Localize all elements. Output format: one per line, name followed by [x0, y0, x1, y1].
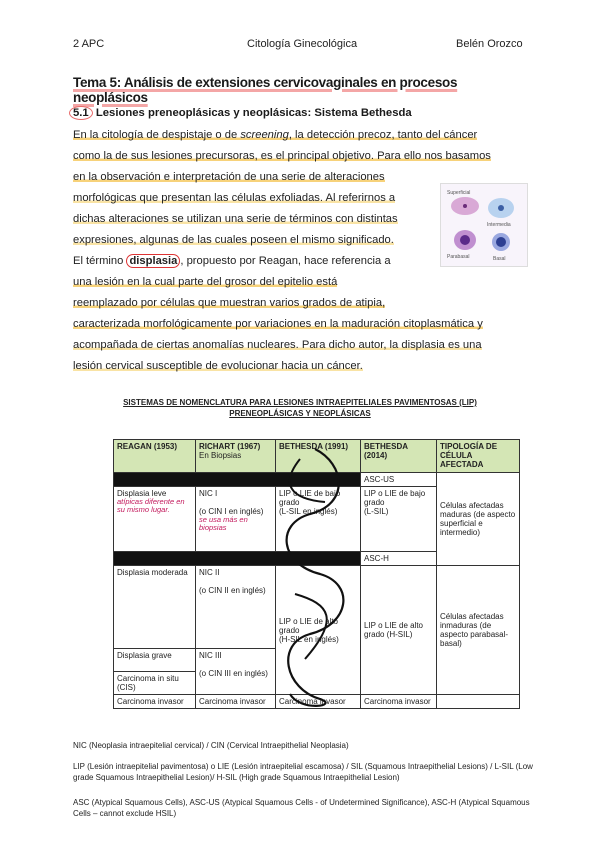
- line: una lesión en la cual parte del grosor del epitelio está: [73, 276, 338, 288]
- line: En la citología de despistaje o de screening, la detección precoz, tanto del cáncer: [73, 129, 478, 141]
- section-number: 5.1: [69, 106, 93, 120]
- table-caption: SISTEMAS DE NOMENCLATURA PARA LESIONES INTRAEPITELIALES PAVIMENTOSAS (LIP) PRENEOPLÁSICAS Y NEOPLÁSICAS: [123, 398, 477, 418]
- line: acompañada de ciertas anomalías nucleares. Para dicho autor, la displasia es una: [73, 339, 482, 351]
- line: en la observación e interpretación de una serie de alteraciones: [73, 171, 385, 183]
- header-author: Belén Orozco: [456, 38, 523, 50]
- handwritten-scribble: [270, 444, 360, 714]
- cell-figure: [440, 183, 528, 267]
- tipo-empty-cell: [437, 695, 520, 709]
- figure-label-basal: Basal: [493, 256, 506, 262]
- reagan-moderada-cell: Displasia moderada: [114, 566, 196, 649]
- figure-label-intermedia: Intermedia: [487, 222, 511, 228]
- page-title: Tema 5: Análisis de extensiones cervicovaginales en procesos neoplásicos: [73, 75, 458, 105]
- tipo-maduras-cell: Células afectadas maduras (de aspecto superficial e intermedio): [437, 473, 520, 566]
- col-tipologia: TIPOLOGÍA DE CÉLULA AFECTADA: [437, 440, 520, 473]
- line: morfológicas que presentan las células exfoliadas. Al referirnos a: [73, 192, 396, 204]
- b1991-high-cell: LIP o LIE de alto grado (H-SIL en inglés): [276, 566, 361, 695]
- line: reemplazado por células que muestran varios grados de atipia,: [73, 297, 386, 309]
- figure-label-parabasal: Parabasal: [447, 254, 470, 260]
- figure-label-superficial: Superficial: [447, 190, 471, 196]
- line: lesión cervical susceptible de evolucionar hacia un cáncer.: [73, 360, 363, 372]
- line: El término displasia , propuesto por Reagan, hace referencia a: [73, 255, 391, 267]
- footnote-asc: ASC (Atypical Squamous Cells), ASC-US (Atypical Squamous Cells - of Undetermined Significance), ASC-H (Atypical Squamous Cells – cannot exclude HSIL): [73, 798, 530, 818]
- header-subject: Citología Ginecológica: [247, 38, 358, 50]
- reagan-grave-cell: Displasia grave: [114, 649, 196, 672]
- tipo-inmaduras-cell: Células afectadas inmaduras (de aspecto parabasal-basal): [437, 566, 520, 695]
- handwritten-note: se usa más en biopsias: [199, 515, 248, 532]
- b2014-low-cell: LIP o LIE de bajo grado (L-SIL): [361, 487, 437, 552]
- b1991-invasor-cell: Carcinoma invasor: [276, 695, 361, 709]
- footnote-nic: NIC (Neoplasia intraepitelial cervical) / CIN (Cervical Intraepithelial Neoplasia): [73, 741, 349, 750]
- richart-nic2-cell: NIC II (o CIN II en inglés): [196, 566, 276, 649]
- richart-invasor-cell: Carcinoma invasor: [196, 695, 276, 709]
- footnote-lip: LIP (Lesión intraepitelial pavimentosa) o LIE (Lesión intraepitelial escamosa) / SIL (Squamous Intraepithelial Lesions) / L-SIL (Low grade Squamous Intraepithelial Lesion)/ H-SIL (High grade Squamous Intraepithelial Lesion): [73, 762, 533, 782]
- line: como la de sus lesiones precursoras, es el principal objetivo. Para ello nos basamos: [73, 150, 491, 162]
- b1991-low-cell: LIP o LIE de bajo grado (L-SIL en inglés): [276, 487, 361, 552]
- b2014-high-cell: LIP o LIE de alto grado (H-SIL): [361, 566, 437, 695]
- col-bethesda-2014: BETHESDA (2014): [361, 440, 437, 473]
- highlight-displasia: displasia: [126, 254, 180, 268]
- line: dichas alteraciones se utilizan una serie de términos con distintas: [73, 213, 398, 225]
- body-paragraph: [73, 125, 491, 377]
- col-richart: RICHART (1967) En Biopsias: [196, 440, 276, 473]
- col-bethesda-1991: BETHESDA (1991): [276, 440, 361, 473]
- section-heading: [73, 106, 412, 120]
- reagan-leve-cell: Displasia leve atípicas diferente en su mismo lugar.: [114, 487, 196, 552]
- cell-figure-drawing: [441, 184, 527, 266]
- reagan-invasor-cell: Carcinoma invasor: [114, 695, 196, 709]
- handwritten-note: atípicas diferente en su mismo lugar.: [117, 497, 185, 514]
- b2014-invasor-cell: Carcinoma invasor: [361, 695, 437, 709]
- line: expresiones, algunas de las cuales poseen el mismo significado.: [73, 234, 394, 246]
- richart-nic3-cell: NIC III (o CIN III en inglés): [196, 649, 276, 695]
- section-heading-text: Lesiones preneoplásicas y neoplásicas: Sistema Bethesda: [95, 107, 412, 119]
- reagan-cis-cell: Carcinoma in situ (CIS): [114, 672, 196, 695]
- line: caracterizada morfológicamente por variaciones en la maduración citoplasmática y: [73, 318, 483, 330]
- header-course: 2 APC: [73, 38, 105, 50]
- asch-cell: ASC-H: [361, 552, 437, 566]
- richart-nic1-cell: NIC I (o CIN I en inglés) se usa más en biopsias: [196, 487, 276, 552]
- ascus-cell: ASC-US: [361, 473, 437, 487]
- col-reagan: REAGAN (1953): [114, 440, 196, 473]
